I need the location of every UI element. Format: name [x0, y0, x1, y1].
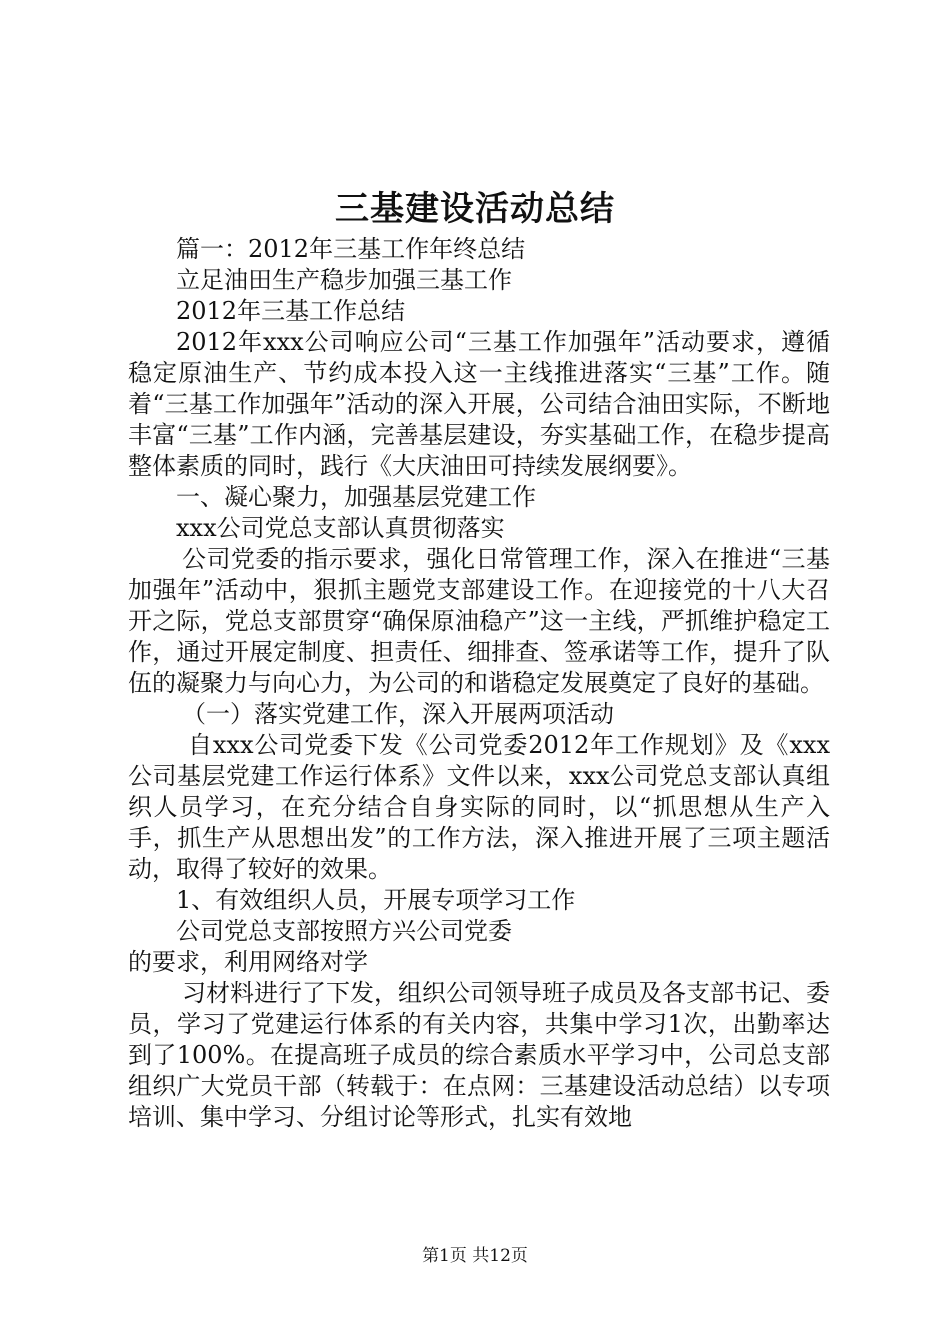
paragraph-activities: 自xxx公司党委下发《公司党委2012年工作规划》及《xxx公司基层党建工作运行体系》文件以来，xxx公司党总支部认真组织人员学习，在充分结合自身实际的同时，以“抓思想从生产入手，抓生产从思想出发”的工作方法，深入推进开展了三项主题活动，取得了较好的效果。 — [128, 731, 830, 883]
paragraph-heading-study: 1、有效组织人员，开展专项学习工作 — [176, 886, 576, 914]
document-title: 三基建设活动总结 — [335, 189, 615, 229]
document-body — [128, 234, 830, 1133]
paragraph-study-1: 公司党总支部按照方兴公司党委 — [176, 917, 512, 945]
paragraph-section-heading: 篇一：2012年三基工作年终总结 — [176, 235, 526, 263]
paragraph-study-3: 习材料进行了下发，组织公司领导班子成员及各支部书记、委员，学习了党建运行体系的有关内容，共集中学习1次，出勤率达到了100%。在提高班子成员的综合素质水平学习中，公司总支部组织广大党员干部（转载于：在点网：三基建设活动总结）以专项培训、集中学习、分组讨论等形式，扎实有效地 — [128, 979, 830, 1131]
paragraph-party-branch: xxx公司党总支部认真贯彻落实 — [176, 514, 505, 542]
paragraph-heading-1: 一、凝心聚力，加强基层党建工作 — [176, 483, 536, 511]
paragraph-study-2: 的要求，利用网络对学 — [128, 948, 368, 976]
paragraph-party-work: 公司党委的指示要求，强化日常管理工作，深入在推进“三基加强年”活动中，狠抓主题党支部建设工作。在迎接党的十八大召开之际，党总支部贯穿“确保原油稳产”这一主线，严抓维护稳定工作，通过开展定制度、担责任、细排查、签承诺等工作，提升了队伍的凝聚力与向心力，为公司的和谐稳定发展奠定了良好的基础。 — [128, 545, 830, 697]
page-number: 第1页 共12页 — [422, 1246, 528, 1266]
paragraph-heading-1-1: （一）落实党建工作，深入开展两项活动 — [182, 700, 614, 728]
paragraph-summary-title: 2012年三基工作总结 — [176, 297, 406, 325]
paragraph-intro: 2012年xxx公司响应公司“三基工作加强年”活动要求，遵循稳定原油生产、节约成本投入这一主线推进落实“三基”工作。随着“三基工作加强年”活动的深入开展，公司结合油田实际，不断地丰富“三基”工作内涵，完善基层建设，夯实基础工作，在稳步提高整体素质的同时，践行《大庆油田可持续发展纲要》。 — [128, 328, 830, 480]
paragraph-subtitle: 立足油田生产稳步加强三基工作 — [176, 266, 512, 294]
